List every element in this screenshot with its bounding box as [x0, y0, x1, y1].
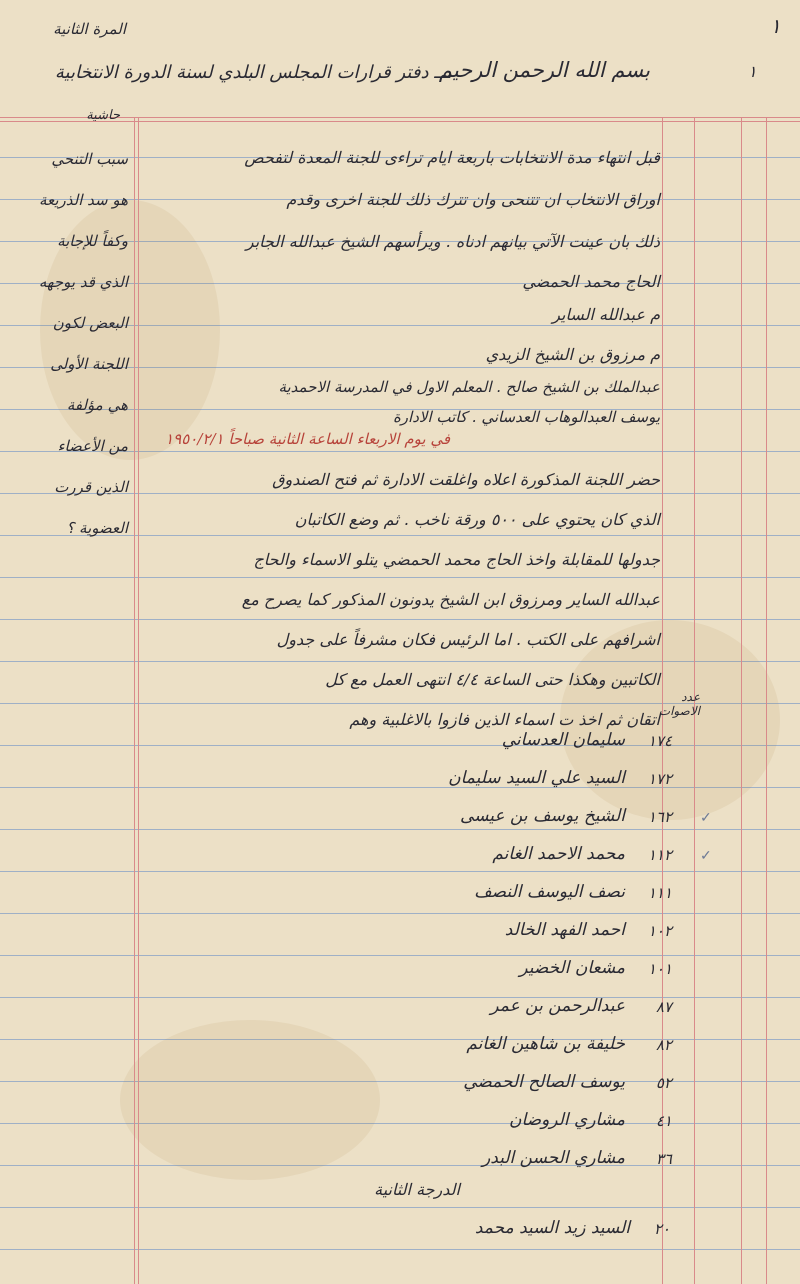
basmala: بسم الله الرحمن الرحيم [438, 58, 650, 82]
candidate-name: مشاري الحسن البدر [482, 1148, 625, 1168]
candidate-votes: ١٠٢ [647, 922, 672, 940]
margin-note-line: الذي قد يوجهه [38, 273, 128, 291]
check-mark-icon: ✓ [700, 810, 712, 826]
candidate-votes: ١١٢ [647, 846, 672, 864]
margin-heading: حاشية [86, 108, 120, 123]
header-rule [0, 117, 800, 118]
candidate-votes: ٨٢ [655, 1036, 672, 1054]
page-number-2: ١ [748, 62, 757, 81]
margin-note-line: وكفاً للإجابة [57, 232, 128, 250]
candidate-votes: ١١١ [647, 884, 672, 902]
candidate-name: السيد زيد السيد محمد [474, 1218, 630, 1238]
minutes-line: ذلك بان عينت الآتي بيانهم ادناه . ويرأسهم الشيخ عبدالله الجابر [245, 232, 660, 251]
candidate-votes: ١٧٢ [647, 770, 672, 788]
candidate-votes: ١٧٤ [647, 732, 672, 750]
minutes-line: اوراق الانتخاب ان تتنحى وان تترك ذلك للجنة اخرى وقدم [286, 190, 660, 209]
candidate-name: يوسف الصالح الحمضي [463, 1072, 625, 1092]
candidate-name: نصف اليوسف النصف [474, 882, 625, 902]
candidate-name: الشيخ يوسف بن عيسى [459, 806, 625, 826]
margin-note-line: من الأعضاء [57, 437, 128, 455]
minutes-line: عبدالله الساير ومرزوق ابن الشيخ يدونون المذكور كما يصرح مع [241, 590, 660, 609]
margin-note-line: سبب التنحي [51, 150, 128, 168]
minutes-line: جدولها للمقابلة واخذ الحاج محمد الحمضي يتلو الاسماء والحاج [253, 550, 660, 569]
candidate-name: السيد علي السيد سليمان [448, 768, 625, 788]
second-degree-heading: الدرجة الثانية [374, 1180, 460, 1199]
candidate-name: مشاري الروضان [509, 1110, 625, 1130]
candidate-votes: ٣٦ [655, 1150, 672, 1168]
candidate-votes: ١٦٢ [647, 808, 672, 826]
minutes-line: اتقان ثم اخذ ت اسماء الذين فازوا بالاغلبية وهم [349, 710, 660, 729]
minutes-line: اشرافهم على الكتب . اما الرئيس فكان مشرفاً على جدول [276, 630, 660, 649]
candidate-votes: ٤١ [655, 1112, 672, 1130]
margin-rule [134, 118, 135, 1284]
candidate-name: مشعان الخضير [519, 958, 625, 978]
minutes-line: حضر اللجنة المذكورة اعلاه واغلقت الادارة ثم فتح الصندوق [272, 470, 660, 489]
minutes-line: م مرزوق بن الشيخ الزيدي [485, 345, 660, 364]
minutes-line: م عبدالله الساير [552, 305, 660, 324]
candidate-name: محمد الاحمد الغانم [492, 844, 625, 864]
candidate-name: خليفة بن شاهين الغانم [466, 1034, 625, 1054]
page-number: ١ [770, 14, 781, 38]
date-note: في يوم الاربعاء الساعة الثانية صباحاً ١٩٥٠/٢/١ [165, 430, 450, 448]
minutes-line: قبل انتهاء مدة الانتخابات باربعة ايام تراءى للجنة المعدة لتفحص [244, 148, 660, 167]
minutes-line: الذي كان يحتوي على ٥٠٠ ورقة ناخب . ثم وضع الكاتبان [294, 510, 660, 529]
minutes-line: عبدالملك بن الشيخ صالح . المعلم الاول في المدرسة الاحمدية [278, 378, 660, 396]
corner-note: المرة الثانية [53, 20, 126, 38]
candidate-votes: ١٠١ [647, 960, 672, 978]
register-title: ـــ دفتر قرارات المجلس البلدي لسنة الدورة الانتخابية [54, 62, 450, 83]
margin-note-line: هو سد الذريعة [39, 191, 128, 209]
votes-heading: عدد الاصوات [658, 690, 700, 718]
minutes-line: الكاتبين وهكذا حتى الساعة ٤/٤ انتهى العمل مع كل [325, 670, 660, 689]
check-mark-icon: ✓ [700, 848, 712, 864]
margin-note-line: البعض لكون [52, 314, 128, 332]
candidate-votes: ٥٢ [655, 1074, 672, 1092]
margin-note-line: اللجنة الأولى [50, 355, 128, 373]
margin-note-line: العضوية ؟ [66, 519, 128, 537]
candidate-votes: ٨٧ [655, 998, 672, 1016]
minutes-line: يوسف العبدالوهاب العدساني . كاتب الادارة [392, 408, 660, 426]
candidate-name: احمد الفهد الخالد [504, 920, 625, 940]
candidate-name: سليمان العدساني [501, 730, 625, 750]
candidate-votes: ٢٠ [653, 1220, 670, 1238]
margin-note-line: الذين قررت [54, 478, 128, 496]
candidate-name: عبدالرحمن بن عمر [490, 996, 625, 1016]
minutes-line: الحاج محمد الحمضي [522, 272, 660, 291]
margin-note-line: هي مؤلفة [66, 396, 128, 414]
